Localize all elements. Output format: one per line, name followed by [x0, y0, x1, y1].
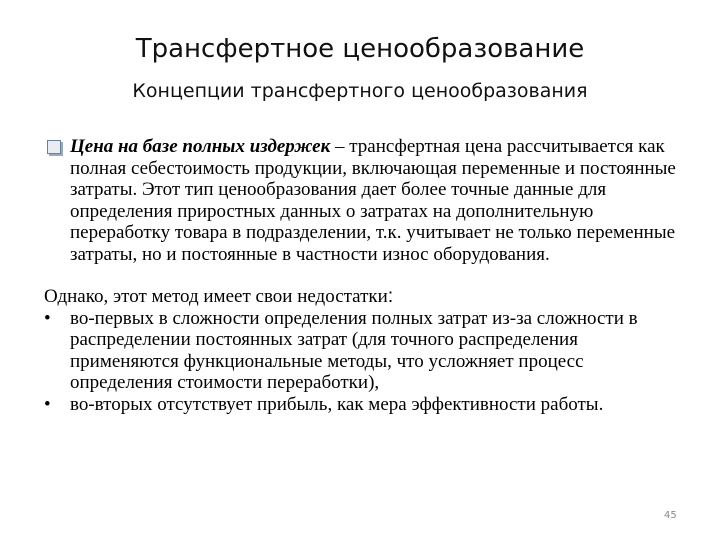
- slide-title: Трансфертное ценообразование: [135, 34, 585, 64]
- drawback-text: во-вторых отсутствует прибыль, как мера эффективности работы.: [70, 393, 604, 415]
- bullet-dot-icon: •: [44, 307, 51, 329]
- slide-content: [44, 136, 684, 415]
- page-number: 45: [664, 510, 677, 521]
- square-bullet-icon: [47, 140, 61, 154]
- drawback-item: [44, 394, 684, 416]
- drawbacks-intro-text: Однако, этот метод имеет свои недостатки: [44, 286, 388, 307]
- main-point: [44, 136, 684, 265]
- drawback-text: во-первых в сложности определения полных затрат из-за сложности в распределении постоянных затрат (для точного распределения применяются функциональные методы, что усложняет процесс определения стоимости переработки),: [70, 307, 638, 393]
- drawbacks-intro-colon: :: [387, 286, 394, 307]
- main-point-text: – трансфертная цена рассчитывается как полная себестоимость продукции, включающая переменные и постоянные затраты. Этот тип ценообразования дает более точные данные для определения приростных данных о затратах на дополнительную переработку товара в подразделении, т.к. учитывает не только переменные затраты, но и постоянные в частности износ оборудования.: [70, 136, 676, 265]
- slide-subtitle: Концепции трансфертного ценообразования: [132, 80, 588, 102]
- bullet-dot-icon: •: [44, 393, 51, 415]
- drawback-item: [44, 308, 684, 394]
- drawbacks-intro: [44, 286, 684, 308]
- main-point-lead: Цена на базе полных издержек: [70, 136, 331, 157]
